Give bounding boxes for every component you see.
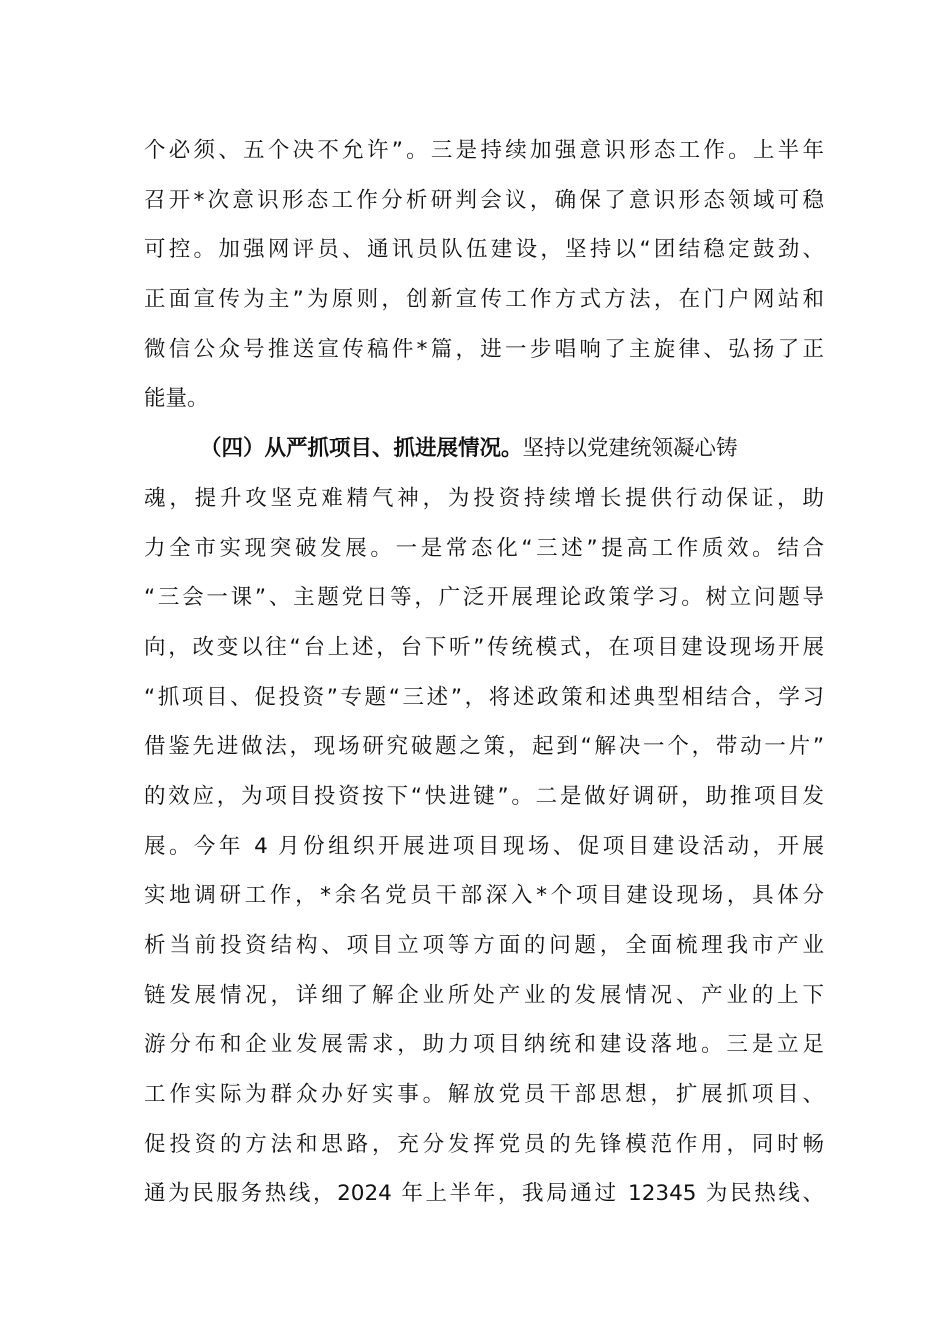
text-line: 正面宣传为主”为原则，创新宣传工作方式方法，在门户网站和 xyxy=(144,287,824,313)
text-line: 可控。加强网评员、通讯员队伍建设，坚持以“团结稳定鼓劲、 xyxy=(144,237,824,263)
section-heading-continuation: 坚持以党建统领凝心铸 xyxy=(522,436,738,462)
text-line: 促投资的方法和思路，充分发挥党员的先锋模范作用，同时畅 xyxy=(144,1131,824,1157)
text-line: 的效应，为项目投资按下“快进键”。二是做好调研，助推项目发 xyxy=(144,783,824,809)
text-line: “抓项目、促投资”专题“三述”，将述政策和述典型相结合，学习 xyxy=(144,684,824,710)
text-line: 个必须、五个决不允许”。三是持续加强意识形态工作。上半年 xyxy=(144,138,824,163)
text-line: 展。今年 4 月份组织开展进项目现场、促项目建设活动，开展 xyxy=(144,833,824,859)
text-line: 借鉴先进做法，现场研究破题之策，起到“解决一个，带动一片” xyxy=(144,734,824,760)
section-heading-line xyxy=(144,424,824,474)
section-heading: （四）从严抓项目、抓进展情况。 xyxy=(200,436,523,462)
text-line: 工作实际为群众办好实事。解放党员干部思想，扩展抓项目、 xyxy=(144,1082,824,1108)
text-line: 通为民服务热线，2024 年上半年，我局通过 12345 为民热线、 xyxy=(144,1181,824,1207)
text-line: “三会一课”、主题党日等，广泛开展理论政策学习。树立问题导 xyxy=(144,585,824,611)
text-line: 魂，提升攻坚克难精气神，为投资持续增长提供行动保证，助 xyxy=(144,485,824,511)
body-text xyxy=(144,126,824,1219)
text-line: 力全市实现突破发展。一是常态化“三述”提高工作质效。结合 xyxy=(144,535,824,561)
text-line: 向，改变以往“台上述，台下听”传统模式，在项目建设现场开展 xyxy=(144,634,824,660)
text-line: 能量。 xyxy=(144,386,209,412)
text-line: 微信公众号推送宣传稿件*篇，进一步唱响了主旋律、弘扬了正 xyxy=(144,336,824,362)
text-line: 实地调研工作，*余名党员干部深入*个项目建设现场，具体分 xyxy=(144,883,824,909)
text-line: 游分布和企业发展需求，助力项目纳统和建设落地。三是立足 xyxy=(144,1032,824,1058)
text-line: 召开*次意识形态工作分析研判会议，确保了意识形态领域可稳 xyxy=(144,187,824,213)
text-line: 析当前投资结构、项目立项等方面的问题，全面梳理我市产业 xyxy=(144,933,824,958)
text-line: 链发展情况，详细了解企业所处产业的发展情况、产业的上下 xyxy=(144,982,824,1008)
